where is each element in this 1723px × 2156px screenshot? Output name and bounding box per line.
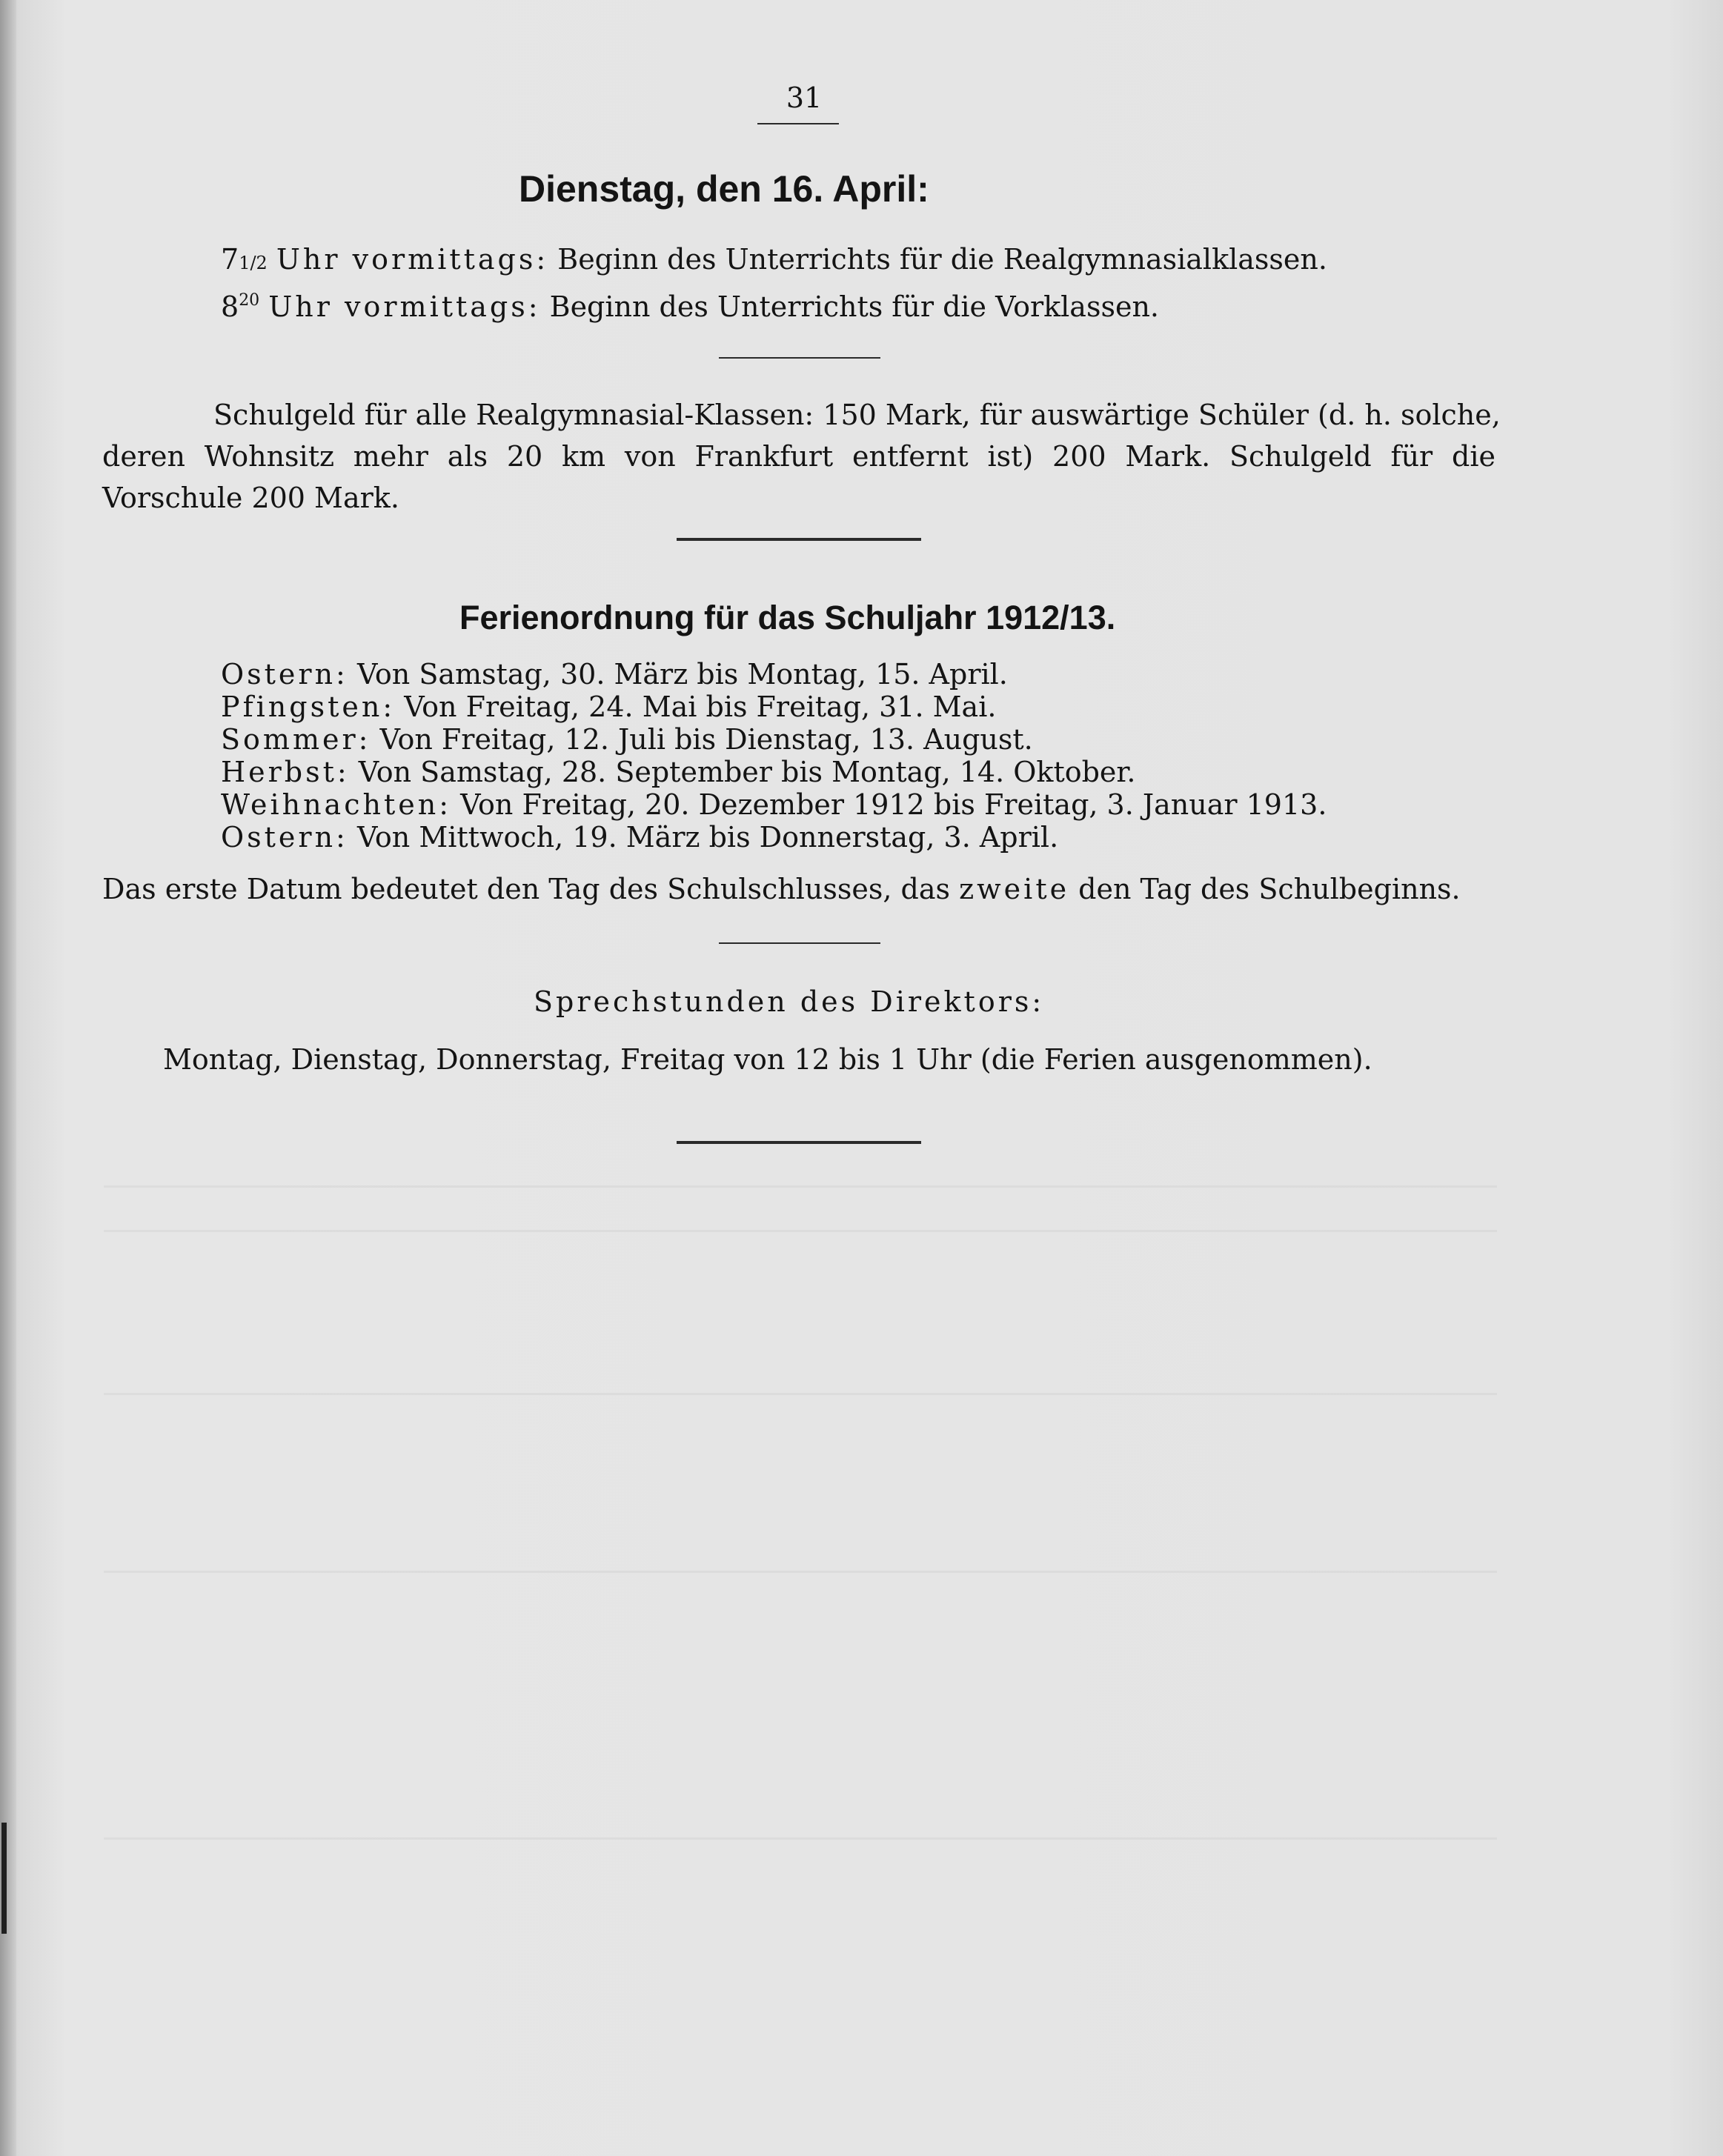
holiday-name: Sommer: bbox=[221, 723, 371, 756]
note-emphasis: zweite bbox=[959, 873, 1070, 905]
holiday-item bbox=[221, 821, 1327, 854]
time-hour: 7 bbox=[221, 243, 239, 276]
holiday-name: Ostern: bbox=[221, 821, 348, 854]
fees-paragraph bbox=[102, 394, 1501, 519]
time-fraction bbox=[239, 243, 268, 276]
holiday-dates: Von Freitag, 24. Mai bis Freitag, 31. Mai. bbox=[404, 691, 997, 723]
holiday-name: Weihnachten: bbox=[221, 788, 451, 821]
bleed-through bbox=[104, 1230, 1497, 1232]
section-divider-double bbox=[677, 538, 921, 541]
holiday-item bbox=[221, 658, 1327, 691]
holiday-name: Ostern: bbox=[221, 658, 348, 691]
holiday-dates: Von Freitag, 12. Juli bis Dienstag, 13. August. bbox=[379, 723, 1033, 756]
time-fraction-text: 1/2 bbox=[239, 253, 268, 273]
schedule-text: Beginn des Unterrichts für die Realgymnasialklassen. bbox=[557, 243, 1327, 276]
day-heading-text: Dienstag, den 16. April: bbox=[519, 168, 929, 210]
bleed-through bbox=[104, 1393, 1497, 1395]
holiday-dates: Von Mittwoch, 19. März bis Donnerstag, 3. April. bbox=[356, 821, 1059, 854]
bleed-through bbox=[104, 1571, 1497, 1573]
section-divider-double bbox=[677, 1141, 921, 1144]
time-hour: 8 bbox=[221, 290, 239, 323]
holiday-item bbox=[221, 756, 1327, 788]
holidays-heading: Ferienordnung für das Schuljahr 1912/13. bbox=[459, 599, 1116, 636]
holiday-dates: Von Samstag, 30. März bis Montag, 15. April. bbox=[356, 658, 1008, 691]
time bbox=[221, 290, 259, 323]
page-number: 31 bbox=[786, 81, 823, 114]
holiday-name: Pfingsten: bbox=[221, 691, 396, 723]
holiday-dates: Von Samstag, 28. September bis Montag, 14. Oktober. bbox=[358, 756, 1136, 788]
schedule-line bbox=[221, 239, 1327, 284]
day-heading bbox=[519, 167, 929, 210]
holiday-item bbox=[221, 723, 1327, 756]
section-divider bbox=[719, 357, 880, 359]
schedule-text: Beginn des Unterrichts für die Vorklassen. bbox=[549, 290, 1160, 323]
holiday-name: Herbst: bbox=[221, 756, 350, 788]
office-hours-text: Montag, Dienstag, Donnerstag, Freitag von 12 bis 1 Uhr (die Ferien ausgenommen). bbox=[163, 1043, 1372, 1076]
schedule-line bbox=[221, 280, 1159, 327]
edge-mark bbox=[1, 1823, 7, 1934]
fees-line: Schulgeld für alle Realgymnasial-Klassen: 150 Mark, für auswärtige Schüler (d. h. solche, bbox=[213, 399, 1501, 431]
time bbox=[221, 243, 268, 276]
note-text: Das erste Datum bedeutet den Tag des Schulschlusses, das bbox=[102, 873, 951, 905]
bleed-through bbox=[104, 1837, 1497, 1840]
holiday-dates: Von Freitag, 20. Dezember 1912 bis Freitag, 3. Januar 1913. bbox=[460, 788, 1327, 821]
holiday-item bbox=[221, 788, 1327, 821]
time-minutes: 20 bbox=[239, 291, 260, 310]
holidays-note bbox=[102, 873, 1495, 905]
fees-line: deren Wohnsitz mehr als 20 km von Frankfurt entfernt ist) 200 Mark. Schulgeld für die bbox=[102, 440, 1495, 473]
section-divider bbox=[719, 942, 880, 944]
note-text: den Tag des Schulbeginns. bbox=[1078, 873, 1461, 905]
bleed-through bbox=[104, 1185, 1497, 1188]
holiday-item bbox=[221, 691, 1327, 723]
office-hours-heading: Sprechstunden des Direktors: bbox=[534, 985, 1045, 1018]
holidays-list bbox=[221, 658, 1327, 854]
page-number-rule bbox=[757, 123, 839, 124]
time-label: Uhr vormittags: bbox=[268, 290, 541, 323]
time-label: Uhr vormittags: bbox=[276, 243, 549, 276]
fees-line: Vorschule 200 Mark. bbox=[102, 482, 399, 514]
